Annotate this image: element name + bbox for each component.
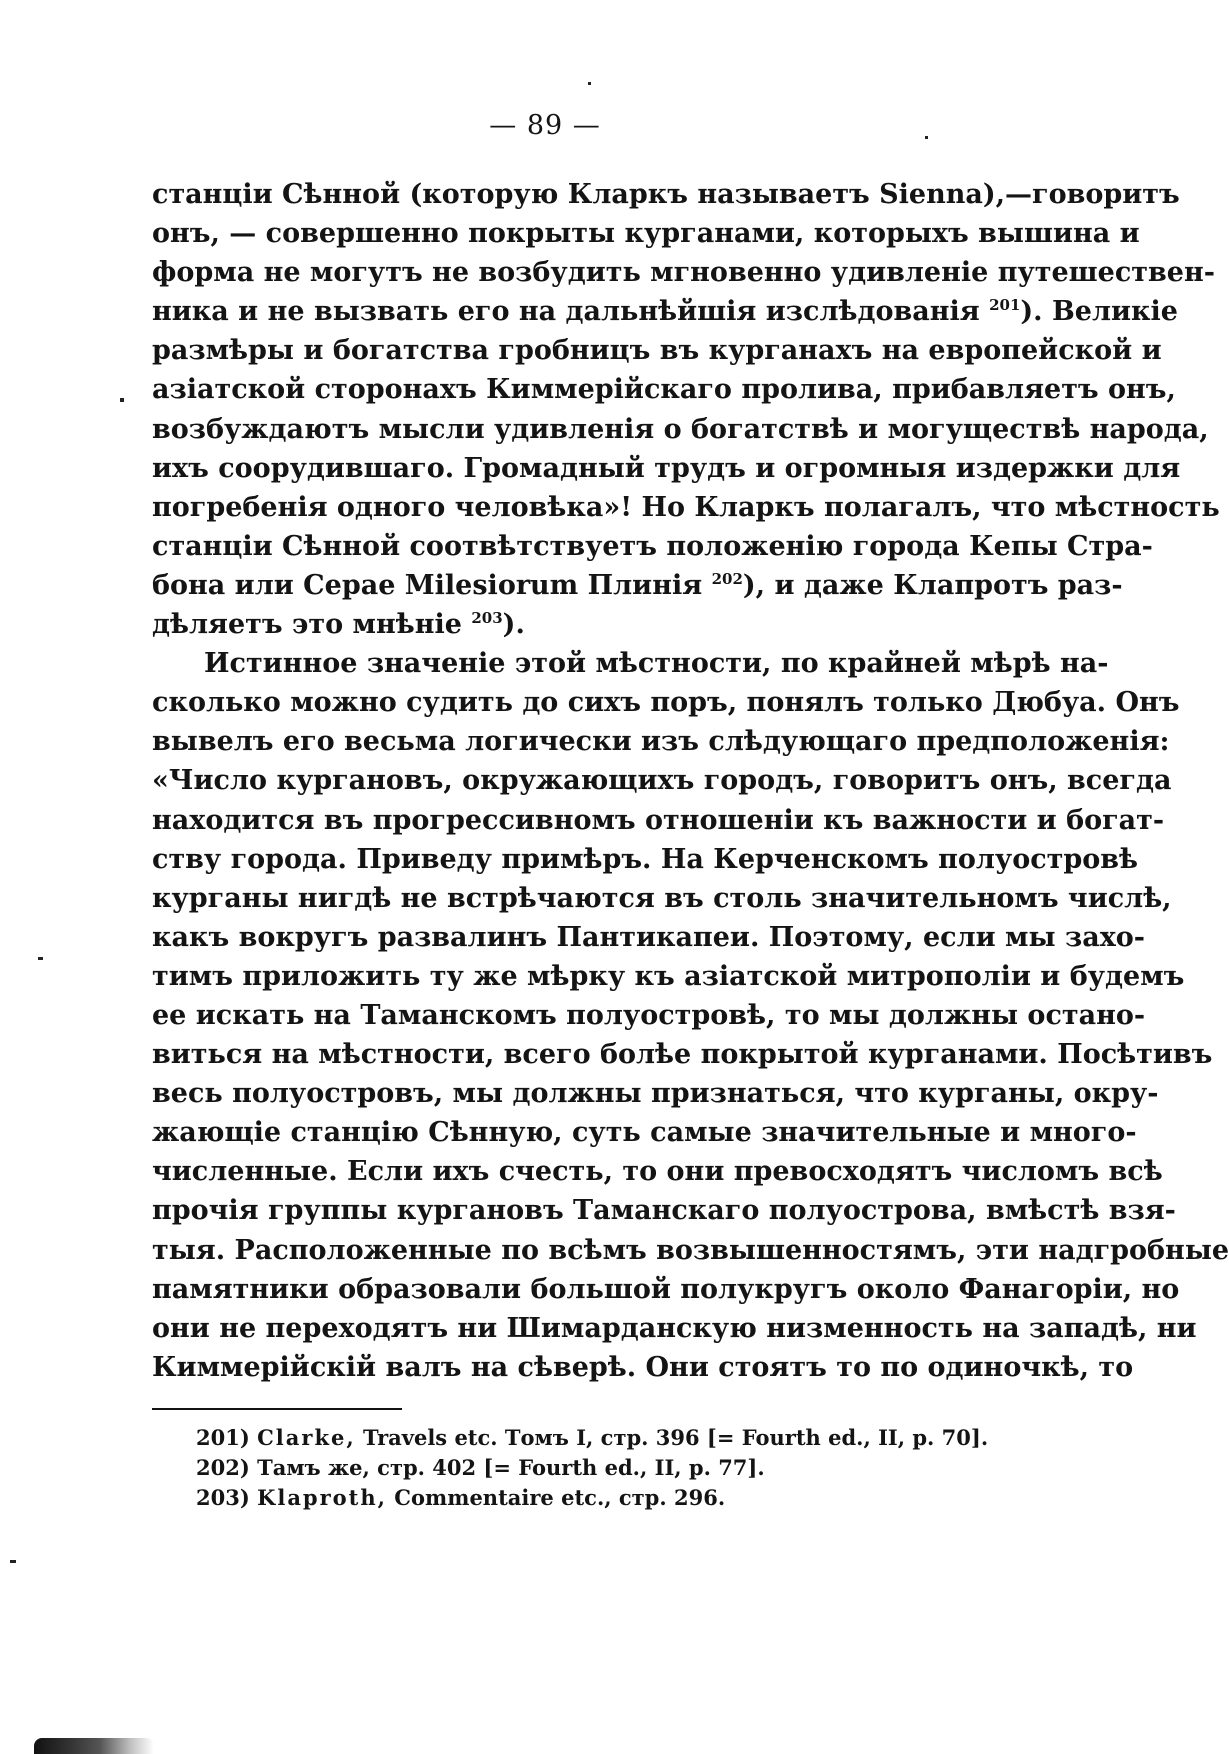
scan-speck [588, 82, 591, 85]
text-line: онъ, — совершенно покрыты курганами, которыхъ вышина и [152, 218, 1140, 250]
scan-speck [10, 1560, 16, 1563]
footnote-203 [196, 1483, 956, 1513]
text-line: жающіе станцію Сѣнную, суть самые значительные и много- [152, 1117, 1137, 1149]
footnote-author: Klaproth, [257, 1485, 387, 1510]
text-line: форма не могутъ не возбудить мгновенно удивленіе путешествен- [152, 257, 1215, 289]
text-line: вывелъ его весьма логически изъ слѣдующаго предположенія: [152, 726, 1170, 758]
footnote-number: 201) [196, 1425, 250, 1450]
footnote-202: 202) Тамъ же, стр. 402 [= Fourth ed., II, p. 77]. [196, 1455, 765, 1480]
text-line: размѣры и богатства гробницъ въ курганахъ на европейской и [152, 335, 1162, 367]
text-line: возбуждаютъ мысли удивленія о богатствѣ и могуществѣ народа, [152, 413, 1209, 445]
scan-speck [120, 398, 124, 402]
text-segment: ника и не вызвать его на дальнѣйшія изслѣдованія [152, 296, 990, 328]
footnote-text: Travels etc. Томъ I, стр. 396 [= Fourth ed., II, p. 70]. [363, 1425, 989, 1450]
text-line [152, 292, 1178, 331]
text-line: азіатской сторонахъ Киммерійскаго пролива, прибавляетъ онъ, [152, 374, 1176, 406]
text-line: ихъ соорудившаго. Громадный трудъ и огромныя издержки для [152, 452, 1181, 484]
footnotes [196, 1423, 989, 1513]
text-line: находится въ прогрессивномъ отношеніи къ важности и богат- [152, 804, 1165, 836]
text-line [152, 605, 960, 644]
footnote-ref-203: 203 [471, 609, 503, 628]
footnote-text: Commentaire etc., стр. 296. [394, 1485, 726, 1510]
scan-smudge [34, 1738, 154, 1754]
footnote-201 [196, 1423, 989, 1453]
text-line: весь полуостровъ, мы должны признаться, что курганы, окру- [152, 1078, 1159, 1110]
text-line [152, 566, 1123, 605]
text-line: ству города. Приведу примѣръ. На Керченскомъ полуостровѣ [152, 843, 1139, 875]
text-line: сколько можно судить до сихъ поръ, понялъ только Дюбуа. Онъ [152, 687, 1180, 719]
text-line: тимъ приложить ту же мѣрку къ азіатской митрополіи и будемъ [152, 960, 1185, 992]
text-line: станціи Сѣнной (которую Кларкъ называетъ Sienna),—говоритъ [152, 179, 1180, 210]
scan-speck [925, 136, 928, 139]
main-text [152, 175, 1229, 1387]
footnote-author: Clarke, [257, 1425, 356, 1450]
footnote-ref-202: 202 [711, 569, 743, 588]
text-segment: бона или Cepae Milesiorum Плинія [152, 569, 712, 601]
text-line: они не переходятъ ни Шимарданскую низменность на западѣ, ни [152, 1312, 1197, 1344]
footnote-ref-201: 201 [989, 296, 1021, 315]
text-line: прочія группы кургановъ Таманскаго полуострова, вмѣстѣ взя- [152, 1195, 1176, 1227]
text-line: курганы нигдѣ не встрѣчаются въ столь значительномъ числѣ, [152, 882, 1172, 914]
text-segment: ), и даже Клапротъ раз- [742, 569, 1123, 601]
text-line: ее искать на Таманскомъ полуостровѣ, то мы должны остано- [152, 999, 1146, 1031]
text-line: погребенія одного человѣка»! Но Кларкъ полагалъ, что мѣстность [152, 491, 1220, 523]
text-segment: ). [502, 609, 525, 641]
text-line: станціи Сѣнной соотвѣтствуетъ положенію города Кепы Стра- [152, 530, 1153, 562]
text-line: тыя. Расположенные по всѣмъ возвышенностямъ, эти надгробные [152, 1234, 1229, 1266]
text-line: «Число кургановъ, окружающихъ городъ, говоритъ онъ, всегда [152, 765, 1172, 797]
text-segment: ). Великіе [1020, 296, 1178, 328]
text-line: виться на мѣстности, всего болѣе покрытой курганами. Посѣтивъ [152, 1039, 1213, 1071]
footnote-number: 203) [196, 1485, 250, 1510]
text-segment: дѣляетъ это мнѣніе [152, 609, 472, 641]
text-line: какъ вокругъ развалинъ Пантикапеи. Поэтому, если мы захо- [152, 921, 1146, 953]
text-line: Киммерійскій валъ на сѣверѣ. Они стоятъ то по одиночкѣ, то [152, 1351, 1134, 1383]
text-line: численные. Если ихъ счесть, то они превосходятъ числомъ всѣ [152, 1156, 1163, 1188]
scan-speck [38, 957, 43, 960]
footnote-divider [152, 1408, 402, 1410]
text-line: Истинное значеніе этой мѣстности, по крайней мѣрѣ на- [204, 648, 1109, 680]
text-line: памятники образовали большой полукругъ около Фанагоріи, но [152, 1273, 1180, 1305]
page-number: — 89 — [489, 110, 601, 141]
